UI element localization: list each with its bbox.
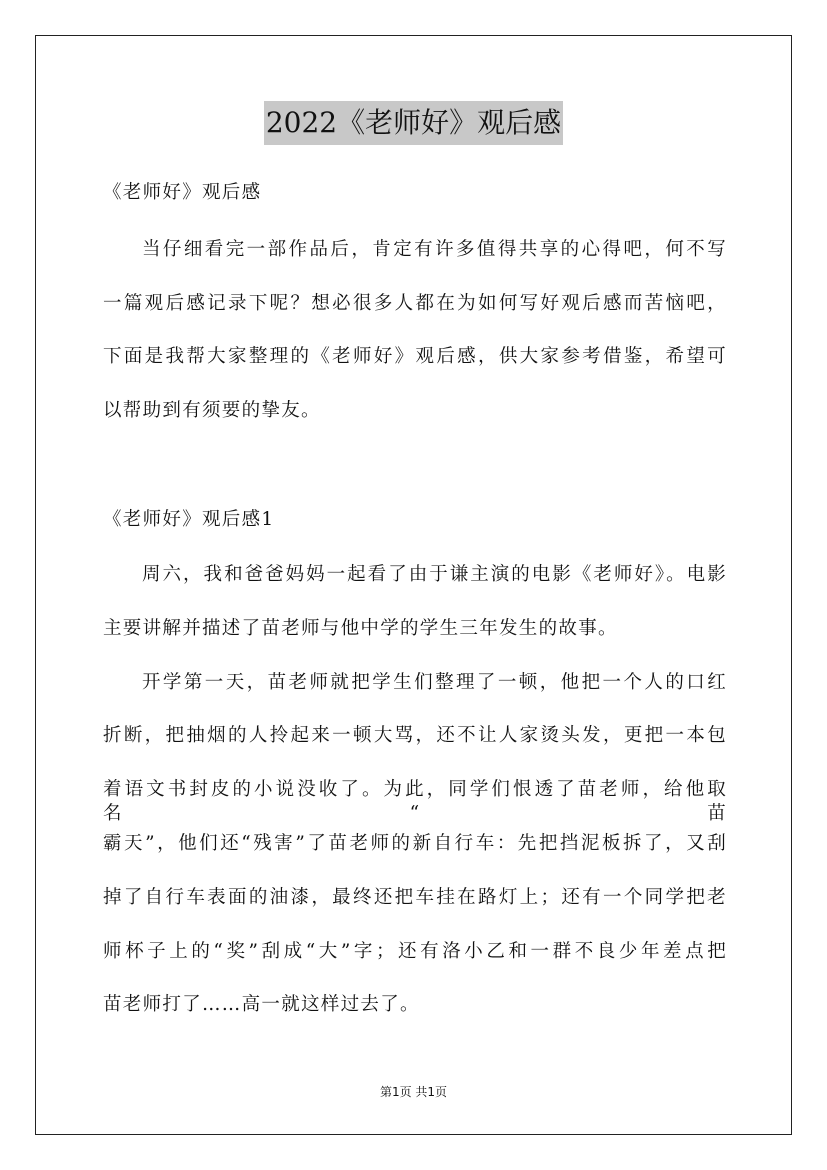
para1-line-1: 周六，我和爸爸妈妈一起看了由于谦主演的电影《老师好》。电影	[142, 564, 727, 585]
intro-line-2: 一篇观后感记录下呢？想必很多人都在为如何写好观后感而苦恼吧，	[103, 293, 727, 314]
document-subtitle: 《老师好》观后感	[103, 182, 262, 203]
para2-line-2: 折断，把抽烟的人拎起来一顿大骂，还不让人家烫头发，更把一本包	[103, 725, 727, 746]
intro-line-3: 下面是我帮大家整理的《老师好》观后感，供大家参考借鉴，希望可	[103, 346, 727, 367]
intro-line-4: 以帮助到有须要的挚友。	[103, 400, 321, 421]
para2-line-4: 霸天”，他们还“残害”了苗老师的新自行车：先把挡泥板拆了，又刮	[103, 833, 727, 854]
document-title	[0, 101, 827, 145]
section-heading: 《老师好》观后感1	[103, 509, 275, 530]
para2-line-7: 苗老师打了……高一就这样过去了。	[103, 994, 420, 1015]
para2-line-5: 掉了自行车表面的油漆，最终还把车挂在路灯上；还有一个同学把老	[103, 887, 727, 908]
para1-line-2: 主要讲解并描述了苗老师与他中学的学生三年发生的故事。	[103, 618, 618, 639]
document-title-text: 2022《老师好》观后感	[264, 101, 563, 145]
para2-line-3: 着语文书封皮的小说没收了。为此，同学们恨透了苗老师，给他取名“苗	[103, 779, 727, 824]
para2-line-6: 师杯子上的“奖”刮成“大”字；还有洛小乙和一群不良少年差点把	[103, 941, 727, 962]
intro-line-1: 当仔细看完一部作品后，肯定有许多值得共享的心得吧，何不写	[142, 239, 727, 260]
page-number-footer: 第1页 共1页	[379, 1085, 448, 1099]
para2-line-1: 开学第一天，苗老师就把学生们整理了一顿，他把一个人的口红	[142, 672, 727, 693]
